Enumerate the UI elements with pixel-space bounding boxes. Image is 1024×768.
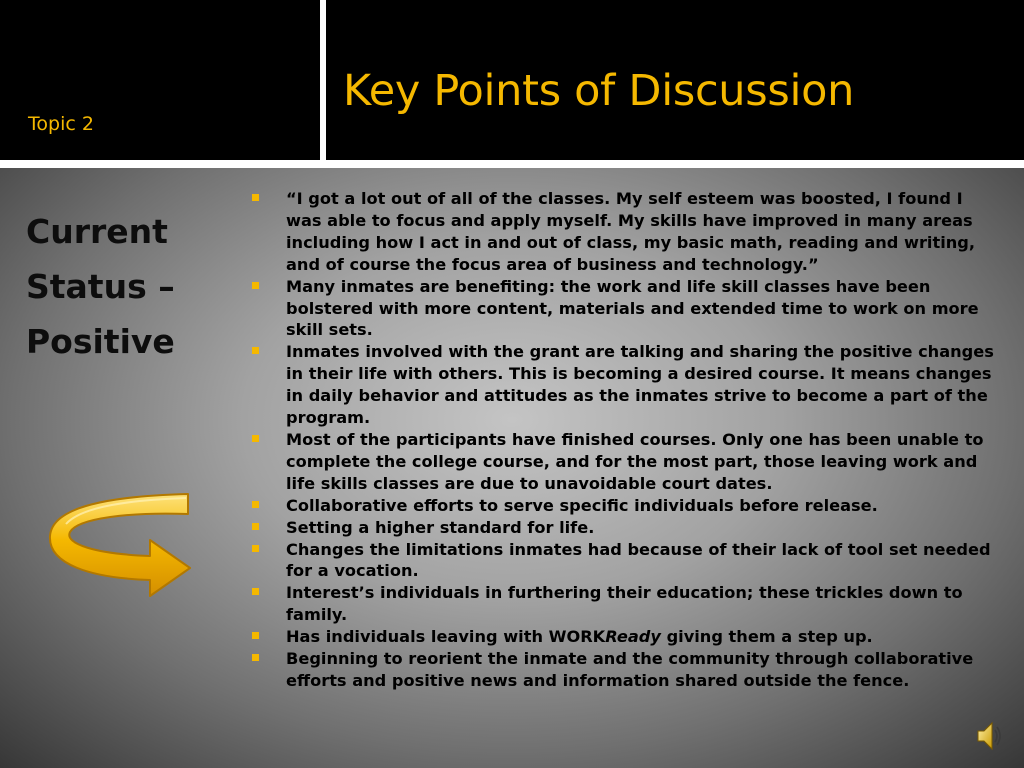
bullet-text-italic: Ready xyxy=(605,627,661,647)
bullet-text: Setting a higher standard for life. xyxy=(286,517,595,537)
bullet-item xyxy=(252,341,1002,429)
bullet-item xyxy=(252,539,1002,583)
bullet-icon xyxy=(252,545,259,552)
bullet-icon xyxy=(252,654,259,661)
bullet-icon xyxy=(252,282,259,289)
bullet-item xyxy=(252,626,1002,648)
bullet-text: Many inmates are benefiting: the work and life skill classes have been bolstered with more content, materials and extended time to work on more skill sets. xyxy=(286,276,979,340)
bullet-item xyxy=(252,188,1002,276)
bullet-item xyxy=(252,495,1002,517)
bullet-item xyxy=(252,648,1002,692)
bullet-text-suffix: giving them a step up. xyxy=(660,627,873,647)
bullet-icon xyxy=(252,632,259,639)
curved-arrow-icon xyxy=(40,488,200,598)
bullet-list xyxy=(252,188,1002,692)
bullet-icon xyxy=(252,501,259,508)
topic-label: Topic 2 xyxy=(28,113,94,135)
bullet-icon xyxy=(252,194,259,201)
bullet-item xyxy=(252,276,1002,342)
bullet-text: Most of the participants have finished courses. Only one has been unable to complete the college course, and for the most part, those leaving work and life skills classes are due to unavoidable court dates. xyxy=(286,429,984,493)
bullet-text-prefix: Has individuals leaving with WORK xyxy=(286,627,606,647)
bullet-text: Inmates involved with the grant are talking and sharing the positive changes in their life with others. This is becoming a desired course. It means changes in daily behavior and attitudes as the inmates strive to become a part of the program. xyxy=(286,342,994,428)
content-area xyxy=(0,168,1024,768)
section-heading-line: Status – xyxy=(26,267,175,306)
speaker-icon[interactable] xyxy=(976,720,1002,752)
bullet-icon xyxy=(252,435,259,442)
bullet-item xyxy=(252,582,1002,626)
bullet-text: Collaborative efforts to serve specific individuals before release. xyxy=(286,495,878,515)
horizontal-divider xyxy=(0,160,1024,168)
bullet-item xyxy=(252,429,1002,495)
bullet-icon xyxy=(252,523,259,530)
bullet-text: Changes the limitations inmates had because of their lack of tool set needed for a vocation. xyxy=(286,539,991,581)
bullet-text: “I got a lot out of all of the classes. My self esteem was boosted, I found I was able to focus and apply myself. My skills have improved in many areas including how I act in and out of class, my basic math, reading and writing, and of course the focus area of business and technology.” xyxy=(286,189,976,274)
header-left-panel xyxy=(0,0,320,160)
bullet-icon xyxy=(252,347,259,354)
bullet-icon xyxy=(252,588,259,595)
section-heading xyxy=(26,204,226,369)
vertical-divider xyxy=(320,0,326,168)
section-heading-line: Positive xyxy=(26,322,175,361)
bullet-text: Interest’s individuals in furthering their education; these trickles down to family. xyxy=(286,583,963,625)
section-heading-line: Current xyxy=(26,212,168,251)
bullet-item xyxy=(252,517,1002,539)
slide-title: Key Points of Discussion xyxy=(343,66,855,116)
bullet-text: Beginning to reorient the inmate and the community through collaborative efforts and positive news and information shared outside the fence. xyxy=(286,649,974,690)
